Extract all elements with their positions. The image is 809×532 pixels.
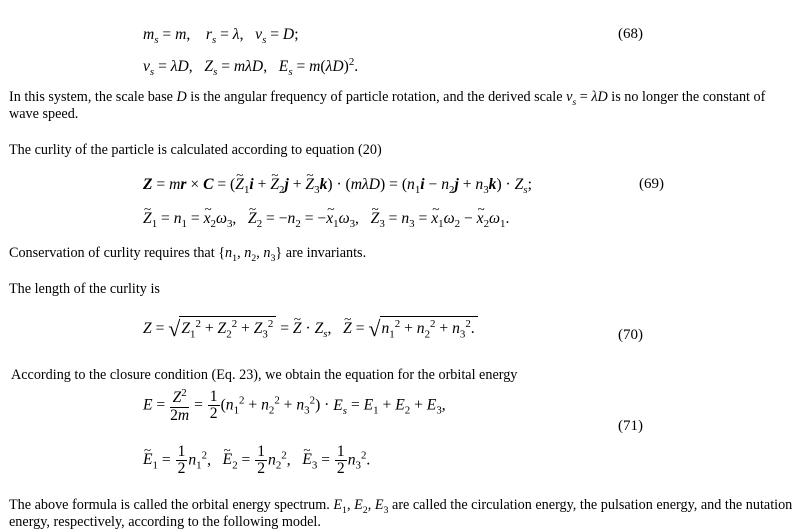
equation-number-71: (71) — [618, 418, 643, 434]
paragraph-curlity-length: The length of the curlity is — [9, 281, 160, 297]
equation-68-line1: $m_s = m$, $r_s = \lambda$, $v_s = D$; — [143, 26, 299, 47]
equation-69-line2: ~ $Z_1 = n_1$ = ~ $x_2\omega_3$, ~ $Z_2 = -n_2$ = −~ $x_1\omega_3$, ~ $Z_3 = n_3$ = ~ $x_1\omega_2$ − ~ $x_2\omega_1$. — [143, 210, 509, 230]
paragraph-energy-spectrum-cont: energy, respectively, according to the following model. — [9, 514, 321, 530]
equation-70: $Z = √Z_1^2 + Z_2^2 + Z_3^2$ = ~ $Z \cdot Z_s$, ~ $Z = √n_1^2 + n_2^2 + n_3^2$. — [143, 316, 478, 342]
paragraph-energy-spectrum: The above formula is called the orbital energy spectrum. $E_1$, $E_2$, $E_3$ are called the circulation energy, the pulsation energy, and the nutation — [9, 497, 793, 516]
equation-69-line1: Z = mr × C = (~ $Z_1i$ + ~ $Z_2j$ + ~ $Z_3k) \cdot (m\lambda D) = (n_1i - n_2j + n_3k) \cdot Z_s$; — [143, 176, 532, 196]
paragraph-scale-base: In this system, the scale base D is the angular frequency of particle rotation, and the derived scale $v_s = \lambda D$ is no longer the constant of — [9, 89, 766, 108]
equation-68-line2: $v_s = \lambda D$, $Z_s = m\lambda D$, $E_s = m(\lambda D)^2$. — [143, 56, 359, 79]
equation-number-68: (68) — [618, 26, 643, 42]
paragraph-conservation: Conservation of curlity requires that {$n_1$, $n_2$, $n_3$} are invariants. — [9, 245, 367, 264]
equation-71-line2: ~ $E_1$ = $\frac{1}{2}$ $n_1^2$, ~ $E_2$ = $\frac{1}{2}$ $n_2^2$, ~ $E_3$ = $\frac{1}{2}$ $n_3^2$. — [143, 444, 370, 478]
equation-number-69: (69) — [639, 176, 664, 192]
equation-71-line1: E = $\frac{Z^2}{2m}$ = $\frac{1}{2}$ $(n_1^2 + n_2^2 + n_3^2) \cdot E_s = E_1 + E_2 + E_3$, — [143, 387, 446, 424]
equation-number-70: (70) — [618, 327, 643, 343]
paragraph-curlity-calc: The curlity of the particle is calculated according to equation (20) — [9, 142, 382, 158]
paragraph-scale-base-cont: wave speed. — [9, 106, 79, 122]
paragraph-closure: According to the closure condition (Eq. 23), we obtain the equation for the orbital energy — [11, 367, 518, 383]
